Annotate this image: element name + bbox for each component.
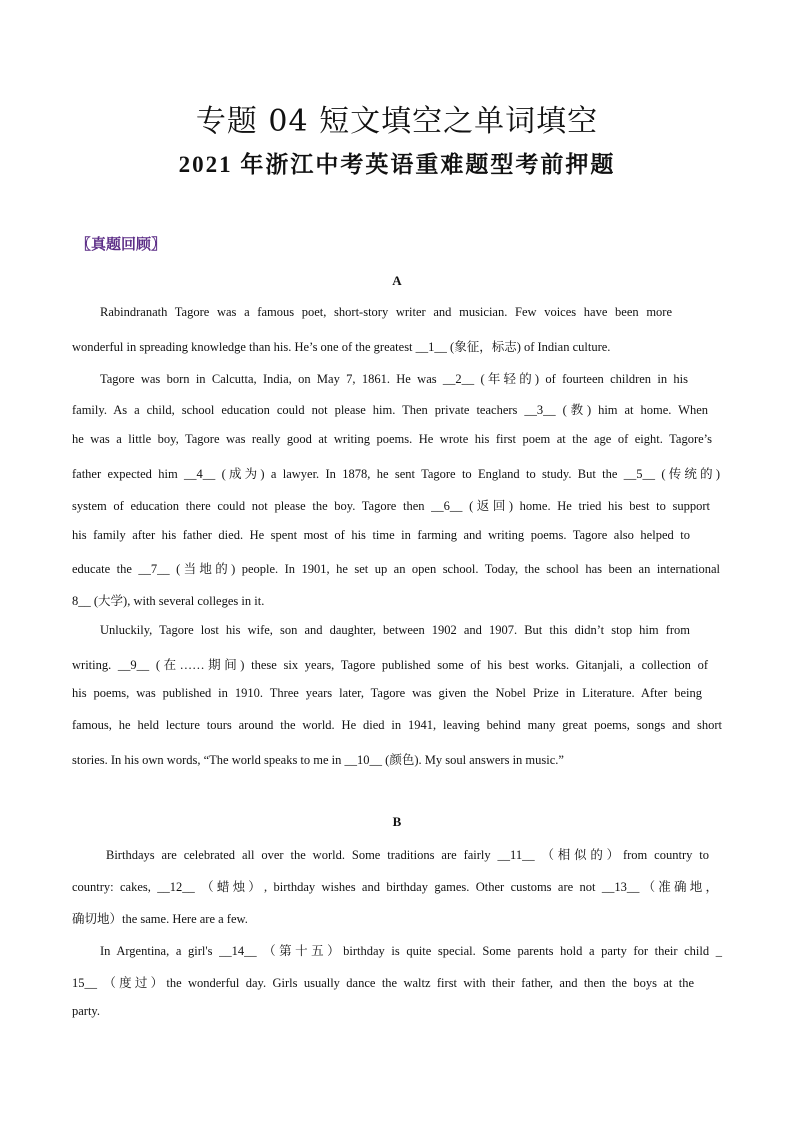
passage-a-line: famous, he held lecture tours around the world. He died in 1941, leaving behind many great poems, songs and short xyxy=(72,718,722,732)
passage-a-line: Rabindranath Tagore was a famous poet, short-story writer and musician. Few voices have been more xyxy=(100,305,672,319)
section-title: 〖真题回顾〗 xyxy=(76,235,167,253)
passage-a-line: stories. In his own words, “The world speaks to me in __10__ (颜色). My soul answers in music.” xyxy=(72,753,564,767)
passage-a-line: father expected him __4__ (成为) a lawyer. In 1878, he sent Tagore to England to study. But the __5__ (传统的) xyxy=(72,467,720,481)
passage-a-heading: A xyxy=(392,273,402,288)
document-title: 专题 04 短文填空之单词填空 xyxy=(195,104,599,139)
passage-b-line: In Argentina, a girl's __14__ （第十五）birthday is quite special. Some parents hold a party for their child _ xyxy=(100,944,722,958)
passage-a-line: wonderful in spreading knowledge than his. He’s one of the greatest __1__ (象征，标志) of Indian culture. xyxy=(72,340,611,354)
passage-b-line: 15__ （度过）the wonderful day. Girls usually dance the waltz first with their father, and then the boys at the xyxy=(72,976,694,990)
passage-a-line: writing. __9__ (在……期间) these six years, Tagore published some of his best works. Gitanjali, a collection of xyxy=(72,658,708,672)
passage-a-line: system of education there could not please the boy. Tagore then __6__ (返回) home. He tried his best to support xyxy=(72,499,710,513)
document-subtitle: 2021 年浙江中考英语重难题型考前押题 xyxy=(178,152,616,177)
passage-b-line: 确切地）the same. Here are a few. xyxy=(72,912,248,926)
passage-b-heading: B xyxy=(392,814,402,829)
passage-a-line: Tagore was born in Calcutta, India, on May 7, 1861. He was __2__ (年轻的) of fourteen children in his xyxy=(100,372,688,386)
passage-b-line: country: cakes, __12__ （蜡烛）, birthday wishes and birthday games. Other customs are not __13__（准确地， xyxy=(72,880,718,894)
passage-a-line: family. As a child, school education could not please him. Then private teachers __3__ (教) him at home. When xyxy=(72,403,708,417)
passage-b-line: party. xyxy=(72,1004,100,1018)
passage-a-line: his family after his father died. He spent most of his time in farming and writing poems. Tagore also helped to xyxy=(72,528,690,542)
passage-a-line: he was a little boy, Tagore was really good at writing poems. He wrote his first poem at the age of eight. Tagore’s xyxy=(72,432,712,446)
passage-a-line: educate the __7__ (当地的) people. In 1901, he set up an open school. Today, the school has been an international xyxy=(72,562,720,576)
passage-a-line: Unluckily, Tagore lost his wife, son and daughter, between 1902 and 1907. But this didn’t stop him from xyxy=(100,623,690,637)
passage-a-line: his poems, was published in 1910. Three years later, Tagore was given the Nobel Prize in Literature. After being xyxy=(72,686,702,700)
passage-b-line: Birthdays are celebrated all over the world. Some traditions are fairly __11__ （相似的）from country to xyxy=(106,848,709,862)
passage-a-line: 8__ (大学), with several colleges in it. xyxy=(72,594,265,608)
